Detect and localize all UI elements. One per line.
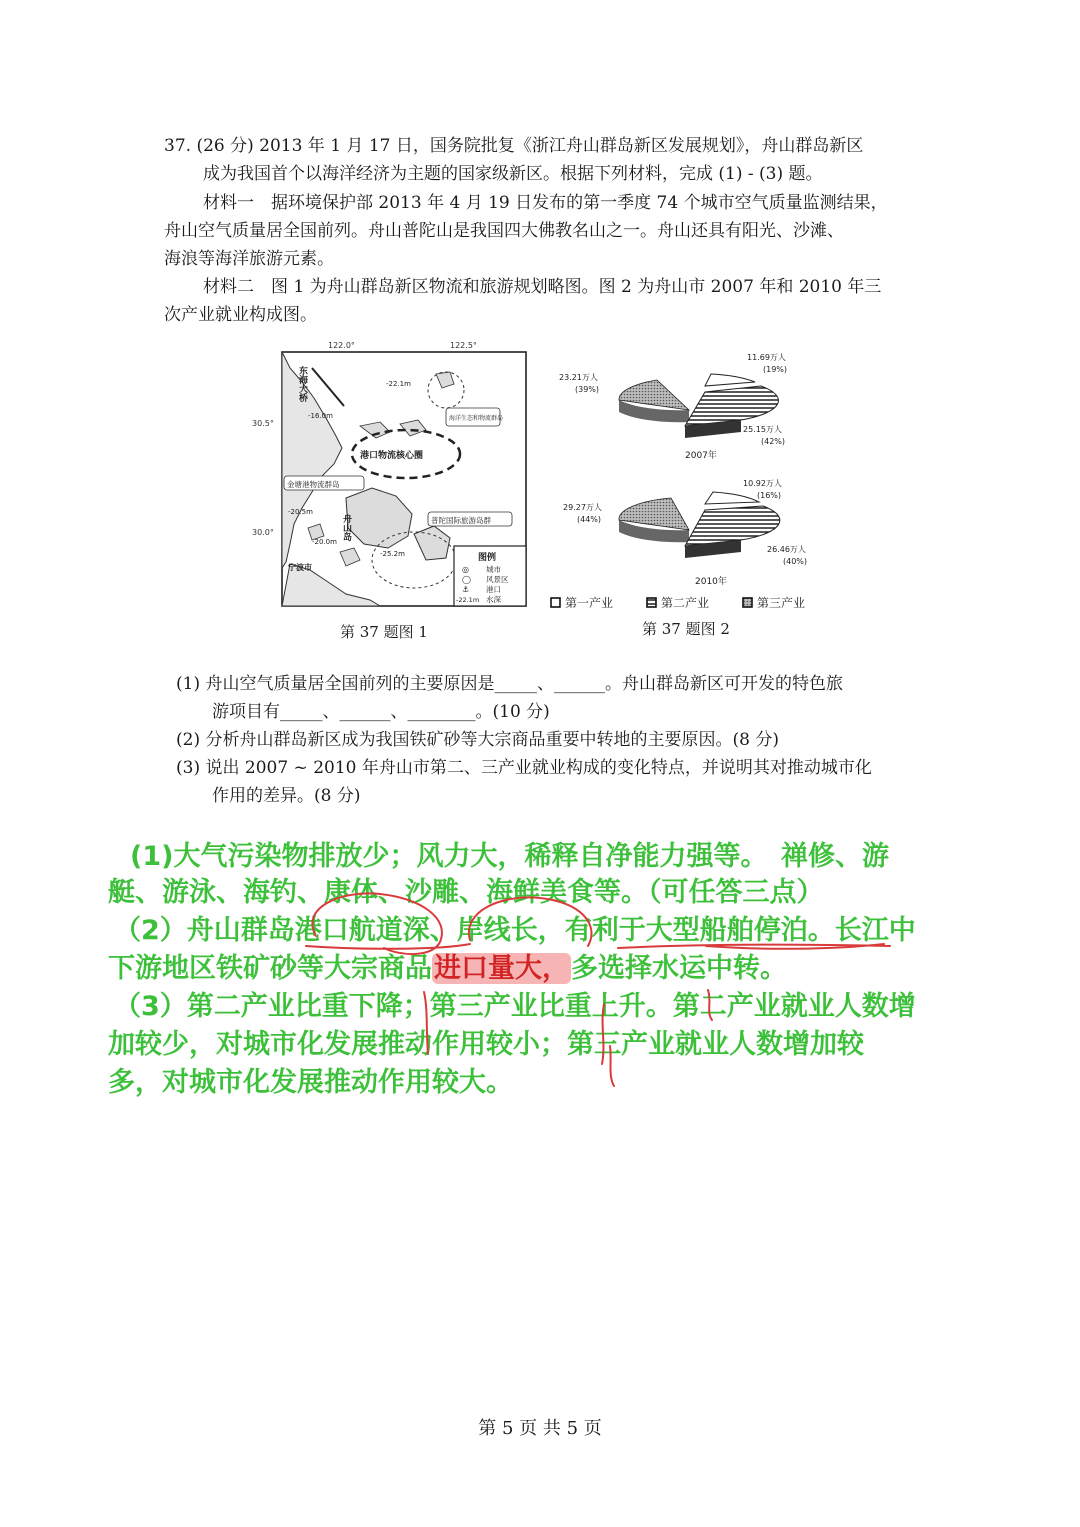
map-legend-depth: 水深 [486, 595, 501, 604]
place-putuo: 普陀国际旅游岛群 [431, 516, 491, 525]
page-footer: 第 5 页 共 5 页 [478, 1418, 602, 1439]
pie2010-year: 2010年 [695, 577, 727, 587]
lat-label-2: 30.0° [252, 528, 274, 537]
subquestion-2: (2) 分析舟山群岛新区成为我国铁矿砂等大宗商品重要中转地的主要原因。(8 分) [176, 730, 779, 750]
pie2010-first-pct: (16%) [757, 491, 782, 500]
answer-2-line-2-end: 多选择水运中转。 [571, 953, 787, 984]
place-ningbo: 宁波市 [288, 563, 312, 572]
material-2-line-2: 次产业就业构成图。 [164, 305, 317, 325]
answer-1-line-1: (1)大气污染物排放少；风力大，稀释自净能力强等。 禅修、游 [130, 841, 889, 872]
figure2-caption: 第 37 题图 2 [642, 620, 730, 638]
answer-3-line-2: 加较少，对城市化发展推动作用较小；第三产业就业人数增加较 [108, 1029, 864, 1060]
pie2010-second-pct: (40%) [783, 557, 808, 566]
pie-legend-third: 第三产业 [757, 596, 806, 610]
material-1-line-1: 材料一 据环境保护部 2013 年 4 月 19 日发布的第一季度 74 个城市空气质量监测结果， [203, 193, 888, 213]
lon-label-2: 122.5° [450, 341, 477, 350]
subquestion-3-line-1: (3) 说出 2007 ~ 2010 年舟山市第二、三产业就业构成的变化特点，并说明其对推动城市化 [176, 758, 872, 778]
pie2010-third: 29.27万人 [563, 503, 602, 512]
pie-legend-first: 第一产业 [565, 596, 614, 610]
pie2007-first-pct: (19%) [763, 365, 788, 374]
svg-text:◯: ◯ [462, 575, 471, 584]
place-eco-islands: 海洋生态和物流群岛 [449, 415, 504, 422]
place-core-circle: 港口物流核心圈 [360, 451, 424, 461]
answer-3-line-1: （3）第二产业比重下降；第三产业比重上升。第二产业就业人数增 [114, 991, 916, 1022]
pie2010-third-pct: (44%) [577, 515, 602, 524]
place-jintang: 金塘港物流群岛 [287, 480, 340, 489]
answer-1-line-2: 艇、游泳、海钓、康体、沙雕、海鲜美食等。（可任答三点） [108, 877, 824, 908]
material-1-line-2: 舟山空气质量居全国前列。舟山普陀山是我国四大佛教名山之一。舟山还具有阳光、沙滩、 [164, 221, 844, 241]
question-line-2: 成为我国首个以海洋经济为主题的国家级新区。根据下列材料，完成 (1) - (3) 题。 [203, 164, 823, 184]
pie2007-year: 2007年 [685, 451, 717, 461]
place-bridge: 东海大桥 [297, 366, 307, 402]
underline-1 [306, 944, 470, 949]
circle-mark-2 [469, 897, 592, 946]
tick-2 [602, 1004, 604, 1064]
answer-2-line-2-start: 下游地区铁矿砂等大宗商品 [108, 953, 432, 984]
place-depth-2: -20.5m [288, 508, 313, 516]
answer-highlight: 进口量大， [434, 953, 569, 984]
place-zhoushan: 舟山岛 [341, 514, 351, 541]
pie2007-second: 25.15万人 [743, 425, 782, 434]
tick-4 [708, 990, 712, 1020]
pie2010-first: 10.92万人 [743, 479, 782, 488]
map-legend-port: 港口 [486, 585, 501, 594]
svg-text:⚓: ⚓ [462, 585, 470, 594]
pie2007-second-pct: (42%) [761, 437, 786, 446]
subquestion-1-line-1: (1) 舟山空气质量居全国前列的主要原因是_____、______。舟山群岛新区可开发的特色旅 [176, 674, 843, 694]
pie2007-third-pct: (39%) [575, 385, 600, 394]
pie-legend-second: 第二产业 [661, 596, 710, 610]
tick-1 [424, 992, 428, 1054]
subquestion-3-line-2: 作用的差异。(8 分) [212, 786, 361, 806]
place-depth-bridge: -16.0m [308, 412, 333, 420]
place-depth-north: -22.1m [386, 380, 411, 388]
lat-label-1: 30.5° [252, 419, 274, 428]
map-legend-city: 城市 [486, 565, 501, 574]
tick-3 [610, 1046, 614, 1086]
svg-text:◎: ◎ [462, 565, 469, 574]
answer-2-line-1: （2）舟山群岛港口航道深、岸线长，有利于大型船舶停泊。长江中 [114, 915, 916, 946]
map-legend-title: 图例 [478, 553, 497, 563]
pie2010-second: 26.46万人 [767, 545, 806, 554]
material-1-line-3: 海浪等海洋旅游元素。 [164, 249, 334, 269]
answer-3-line-3: 多，对城市化发展推动作用较大。 [108, 1067, 513, 1098]
figure1-caption: 第 37 题图 1 [340, 623, 428, 641]
pie2007-third: 23.21万人 [559, 373, 598, 382]
material-2-line-1: 材料二 图 1 为舟山群岛新区物流和旅游规划略图。图 2 为舟山市 2007 年和 2010 年三 [203, 277, 882, 297]
circle-mark-1 [312, 893, 442, 954]
pie2007-first: 11.69万人 [747, 353, 786, 362]
place-depth-3: -20.0m [312, 538, 337, 546]
place-depth-4: -25.2m [380, 550, 405, 558]
lon-label-1: 122.0° [328, 341, 355, 350]
subquestion-1-line-2: 游项目有_____、______、________。(10 分) [212, 702, 550, 722]
map-legend-scenic: 风景区 [486, 575, 509, 584]
question-line-1: 37. (26 分) 2013 年 1 月 17 日，国务院批复《浙江舟山群岛新区发展规划》，舟山群岛新区 [164, 136, 864, 156]
map-legend-depth-value: -22.1m [456, 596, 480, 604]
